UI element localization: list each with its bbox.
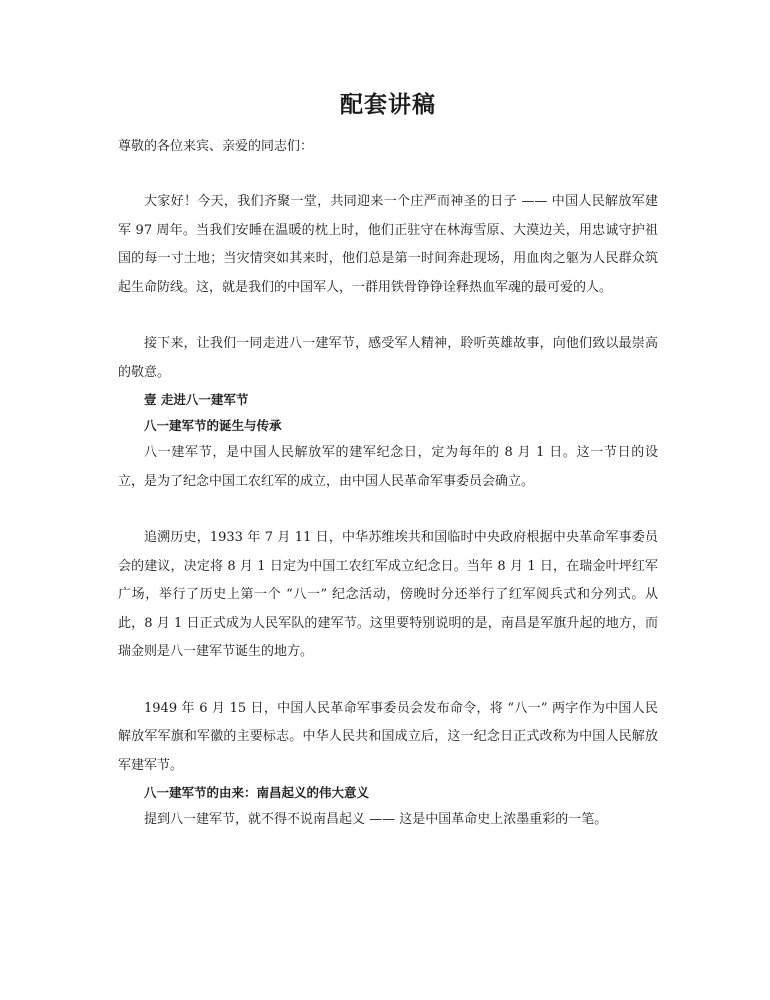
section-1-heading: 壹 走进八一建军节 (144, 392, 249, 407)
blank-line (118, 667, 658, 695)
intro-paragraph: 大家好！今天，我们齐聚一堂，共同迎来一个庄严而神圣的日子 —— 中国人民解放军建军 97 周年。当我们安睡在温暖的枕上时，他们正驻守在林海雪原、大漠边关，用忠诚守护祖国的每一寸土地；当灾情突如其来时，他们总是第一时间奔赴现场，用血肉之躯为人民群众筑起生命防线。这，就是我们的中国军人，一群用铁骨铮铮诠释热血军魂的最可爱的人。 (118, 194, 658, 295)
blank-line (118, 496, 658, 524)
paragraph-1: 八一建军节，是中国人民解放军的建军纪念日，定为每年的 8 月 1 日。这一节日的设立，是为了纪念中国工农红军的成立，由中国人民革命军事委员会确立。 (118, 445, 658, 489)
document-page (118, 88, 658, 835)
paragraph-3: 1949 年 6 月 15 日，中国人民革命军事委员会发布命令，将 “八一” 两字作为中国人民解放军军旗和军徽的主要标志。中华人民共和国成立后，这一纪念日正式改称为中国人民解放军建军节。 (118, 700, 658, 773)
paragraph-4: 提到八一建军节，就不得不说南昌起义 —— 这是中国革命史上浓墨重彩的一笔。 (144, 812, 608, 827)
subsection-2-heading: 八一建军节的由来：南昌起义的伟大意义 (144, 785, 370, 800)
blank-line (118, 302, 658, 330)
blank-line (118, 160, 658, 188)
document-title: 配套讲稿 (340, 91, 436, 118)
paragraph-2: 追溯历史，1933 年 7 月 11 日，中华苏维埃共和国临时中央政府根据中央革命军事委员会的建议，决定将 8 月 1 日定为中国工农红军成立纪念日。当年 8 月 1 日，在瑞金叶坪红军广场，举行了历史上第一个 “八一” 纪念活动，傍晚时分还举行了红军阅兵式和分列式。从此，8 月 1 日正式成为人民军队的建军节。这里要特别说明的是，南昌是军旗升起的地方，而瑞金则是八一建军节诞生的地方。 (118, 530, 658, 659)
salutation: 尊敬的各位来宾、亲爱的同志们： (118, 139, 314, 154)
subsection-1-heading: 八一建军节的诞生与传承 (144, 418, 282, 433)
transition-paragraph: 接下来，让我们一同走进八一建军节，感受军人精神，聆听英雄故事，向他们致以最崇高的敬意。 (118, 336, 658, 380)
